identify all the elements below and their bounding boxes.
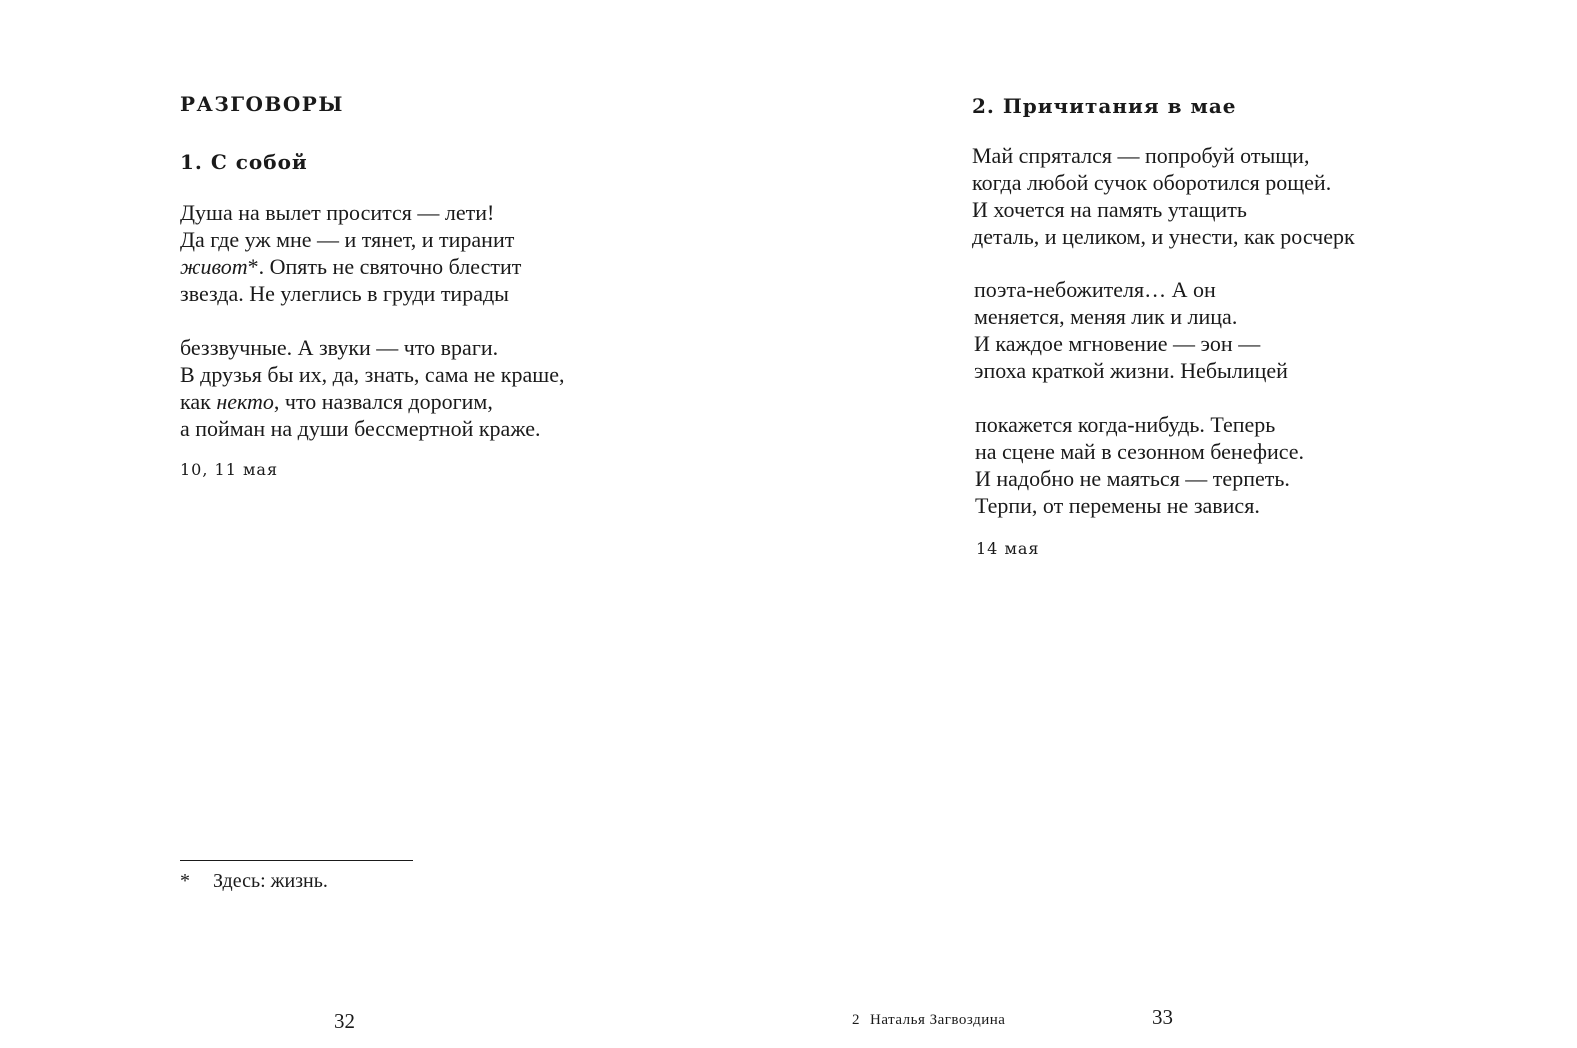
poem-line: Терпи, от перемены не завися.	[975, 493, 1260, 518]
poem-line: деталь, и целиком, и унести, как росчерк	[972, 224, 1355, 249]
poem-line: И каждое мгновение — эон —	[974, 331, 1261, 356]
poem-line: И надобно не маяться — терпеть.	[975, 466, 1290, 491]
left-page	[0, 0, 788, 1048]
poem-date: 14 мая	[976, 539, 1040, 558]
section-title: РАЗГОВОРЫ	[180, 92, 344, 116]
page-number: 33	[1152, 1005, 1173, 1029]
italic-word: некто	[216, 389, 274, 414]
poem-line: эпоха краткой жизни. Небылицей	[974, 358, 1288, 383]
poem-line: а пойман на души бессмертной краже.	[180, 416, 541, 441]
poem-line: Душа на вылет просится — лети!	[180, 200, 495, 225]
stanza	[975, 411, 1304, 519]
footnote-text: Здесь: жизнь.	[213, 870, 328, 892]
poem-line: И хочется на память утащить	[972, 197, 1247, 222]
poem-line: звезда. Не улеглись в груди тирады	[180, 281, 509, 306]
poem-line: на сцене май в сезонном бенефисе.	[975, 439, 1305, 464]
poem-line-text: *. Опять не святочно блестит	[247, 254, 522, 279]
poem-line-text: как	[180, 389, 217, 414]
stanza	[974, 276, 1288, 384]
poem-title: 2. Причитания в мае	[972, 94, 1237, 118]
poem-line	[180, 388, 564, 415]
poem-line: поэта-небожителя… А он	[974, 277, 1216, 302]
poem-line: Да где уж мне — и тянет, и тиранит	[180, 227, 515, 252]
poem-line	[180, 253, 521, 280]
poem-line: Май спрятался — попробуй отыщи,	[972, 143, 1310, 168]
stanza	[180, 334, 564, 442]
page-number: 32	[334, 1009, 355, 1033]
poem-line-text: , что назвался дорогим,	[273, 389, 493, 414]
footnote-divider	[180, 860, 413, 861]
poem-title: 1. С собой	[180, 150, 308, 174]
running-footer	[852, 1012, 1005, 1029]
author-name: Наталья Загвоздина	[870, 1012, 1006, 1028]
poem-line: когда любой сучок оборотился рощей.	[972, 170, 1332, 195]
stanza	[972, 142, 1355, 250]
italic-word: живот	[180, 254, 248, 279]
poem-line: покажется когда-нибудь. Теперь	[975, 412, 1276, 437]
footnote-mark: *	[180, 870, 190, 892]
footnote	[180, 870, 328, 893]
poem-line: беззвучные. А звуки — что враги.	[180, 335, 499, 360]
signature-number: 2	[852, 1012, 860, 1028]
poem-line: меняется, меняя лик и лица.	[974, 304, 1238, 329]
poem-date: 10, 11 мая	[180, 460, 279, 479]
poem-line: В друзья бы их, да, знать, сама не краше,	[180, 362, 565, 387]
stanza	[180, 199, 521, 307]
right-page	[788, 0, 1577, 1048]
